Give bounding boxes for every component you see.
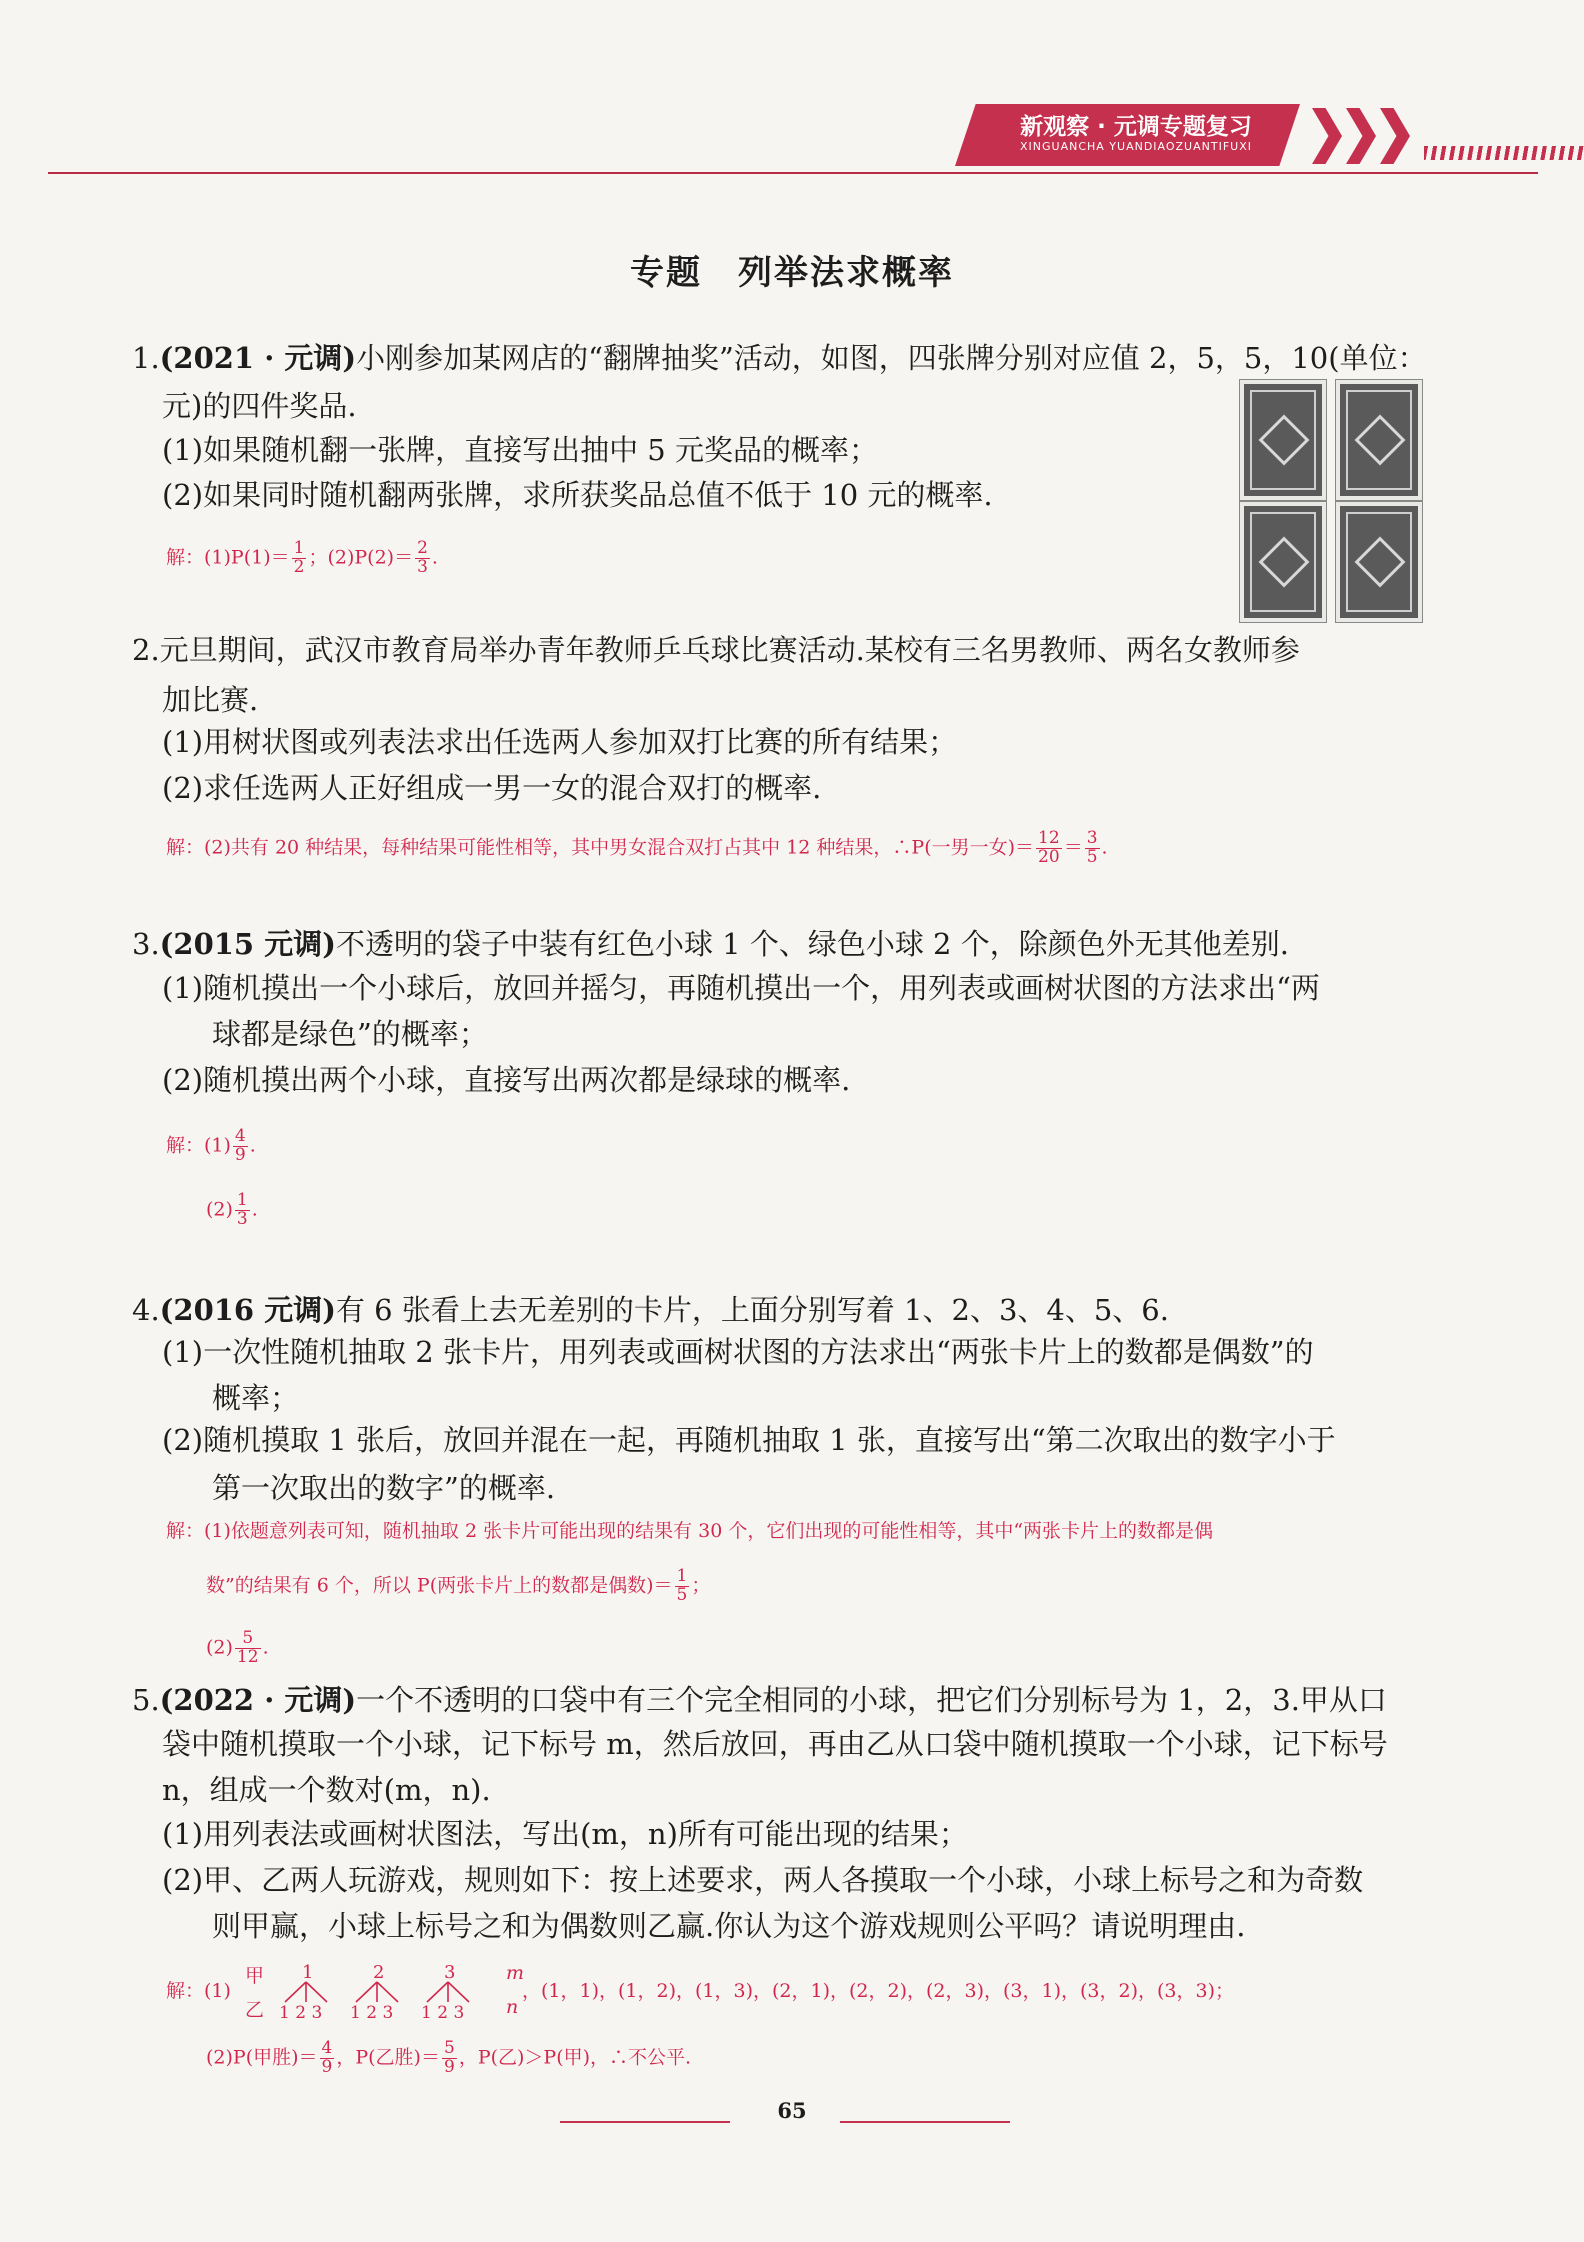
question-5-line-3: n，组成一个数对(m，n). (162, 1773, 491, 1807)
tree-diagram (205, 1960, 505, 2024)
question-2-part-1: (1)用树状图或列表法求出任选两人参加双打比赛的所有结果； (162, 725, 958, 759)
answer-5-1-list: ，(1，1)，(1，2)，(1，3)，(2，1)，(2，2)，(2，3)，(3，1)，(3，2)，(3，3)； (522, 1980, 1235, 2002)
answer-4-1-line-1: 解：(1)依题意列表可知，随机抽取 2 张卡片可能出现的结果有 30 个，它们出现的可能性相等，其中“两张卡片上的数都是偶 (166, 1520, 1214, 1542)
tree-leaves: 1 2 3 (279, 2003, 323, 2023)
header-subtitle: XINGUANCHA YUANDIAOZUANTIFUXI (1019, 140, 1252, 153)
question-2-line-1: 2.元旦期间，武汉市教育局举办青年教师乒乓球比赛活动.某校有三名男教师、两名女教师参 (132, 633, 1300, 667)
tree-top-node: 1 (302, 1962, 314, 1983)
question-1-line-2: 元)的四件奖品. (162, 389, 357, 423)
answer-1: 解：(1)P(1)＝ $\frac{1}{2}$ ；(2)P(2)＝ $\frac{2}{3}$ . (166, 538, 438, 577)
question-5-line-2: 袋中随机摸取一个小球，记下标号 m，然后放回，再由乙从口袋中随机摸取一个小球，记下标号 (162, 1727, 1388, 1761)
answer-3-2: (2) $\frac{1}{3}$ . (206, 1190, 258, 1229)
tree-leaves: 1 2 3 (350, 2003, 394, 2023)
question-5-part-1: (1)用列表法或画树状图法，写出(m，n)所有可能出现的结果； (162, 1817, 968, 1851)
card-back (1240, 380, 1326, 500)
question-5-part-2a: (2)甲、乙两人玩游戏，规则如下：按上述要求，两人各摸取一个小球，小球上标号之和为奇数 (162, 1863, 1364, 1897)
header-dashes (1424, 146, 1584, 160)
question-4-line-1: 4.(2016 元调)有 6 张看上去无差别的卡片，上面分别写着 1、2、3、4、5、6. (132, 1293, 1169, 1327)
tree-label-yi: 乙 (245, 1999, 265, 2021)
question-1-part-1: (1)如果随机翻一张牌，直接写出抽中 5 元奖品的概率； (162, 433, 878, 467)
card-back (1336, 502, 1422, 622)
tree-label-jia: 甲 (245, 1965, 265, 1987)
question-2-part-2: (2)求任选两人正好组成一男一女的混合双打的概率. (162, 771, 822, 805)
question-3-line-1: 3.(2015 元调)不透明的袋子中装有红色小球 1 个、绿色小球 2 个，除颜色外无其他差别. (132, 927, 1289, 961)
question-3-part-2: (2)随机摸出两个小球，直接写出两次都是绿球的概率. (162, 1063, 851, 1097)
question-1-line-1: 1.(2021 · 元调)小刚参加某网店的“翻牌抽奖”活动，如图，四张牌分别对应值 2，5，5，10(单位： (132, 341, 1427, 375)
header-divider (48, 172, 1538, 174)
tree-top-node: 2 (373, 1962, 385, 1983)
question-5-line-1: 5.(2022 · 元调)一个不透明的口袋中有三个完全相同的小球，把它们分别标号为 1，2，3.甲从口 (132, 1683, 1387, 1717)
question-2-line-2: 加比赛. (162, 683, 259, 717)
page-number: 65 (777, 2098, 807, 2123)
question-1-part-2: (2)如果同时随机翻两张牌，求所获奖品总值不低于 10 元的概率. (162, 478, 993, 512)
tree-label-m: m (506, 1962, 525, 1984)
answer-3-1: 解：(1) $\frac{4}{9}$ . (166, 1126, 256, 1165)
tree-label-n: n (506, 1996, 519, 2018)
question-4-part-2a: (2)随机摸取 1 张后，放回并混在一起，再随机抽取 1 张，直接写出“第二次取出的数字小于 (162, 1423, 1336, 1457)
question-3-part-1a: (1)随机摸出一个小球后，放回并摇匀，再随机摸出一个，用列表或画树状图的方法求出“两 (162, 971, 1320, 1005)
answer-4-1-line-2: 数”的结果有 6 个，所以 P(两张卡片上的数都是偶数)＝ $\frac{1}{5}$ ； (206, 1566, 711, 1605)
answer-2: 解：(2)共有 20 种结果，每种结果可能性相等，其中男女混合双打占其中 12 种结果，∴P(一男一女)＝ $\frac{12}{20}$ ＝ $\frac{3}{5}$ . (166, 828, 1108, 867)
question-4-part-1b: 概率； (212, 1381, 300, 1415)
tree-leaves: 1 2 3 (421, 2003, 465, 2023)
tree-top-node: 3 (444, 1962, 456, 1983)
answer-5-1-prefix: 解：(1) (166, 1980, 231, 2002)
card-back (1240, 502, 1326, 622)
answer-4-2: (2) $\frac{5}{12}$ . (206, 1628, 269, 1667)
page-title: 专题 列举法求概率 (630, 253, 954, 293)
answer-5-2: (2)P(甲胜)＝ $\frac{4}{9}$ ，P(乙胜)＝ $\frac{5}{9}$ ，P(乙)＞P(甲)，∴不公平. (206, 2038, 692, 2077)
card-back (1336, 380, 1422, 500)
card-figure (1240, 380, 1422, 622)
chevron-right-icon (1312, 108, 1342, 164)
chevron-right-icon (1380, 108, 1410, 164)
header-title: 新观察 · 元调专题复习 (1020, 114, 1252, 140)
question-3-part-1b: 球都是绿色”的概率； (212, 1017, 488, 1051)
question-5-part-2b: 则甲赢，小球上标号之和为偶数则乙赢.你认为这个游戏规则公平吗？请说明理由. (212, 1909, 1246, 1943)
question-4-part-1a: (1)一次性随机抽取 2 张卡片，用列表或画树状图的方法求出“两张卡片上的数都是偶数”的 (162, 1335, 1314, 1369)
question-4-part-2b: 第一次取出的数字”的概率. (212, 1471, 556, 1505)
chevron-right-icon (1346, 108, 1376, 164)
tree-branches (285, 1982, 469, 2002)
